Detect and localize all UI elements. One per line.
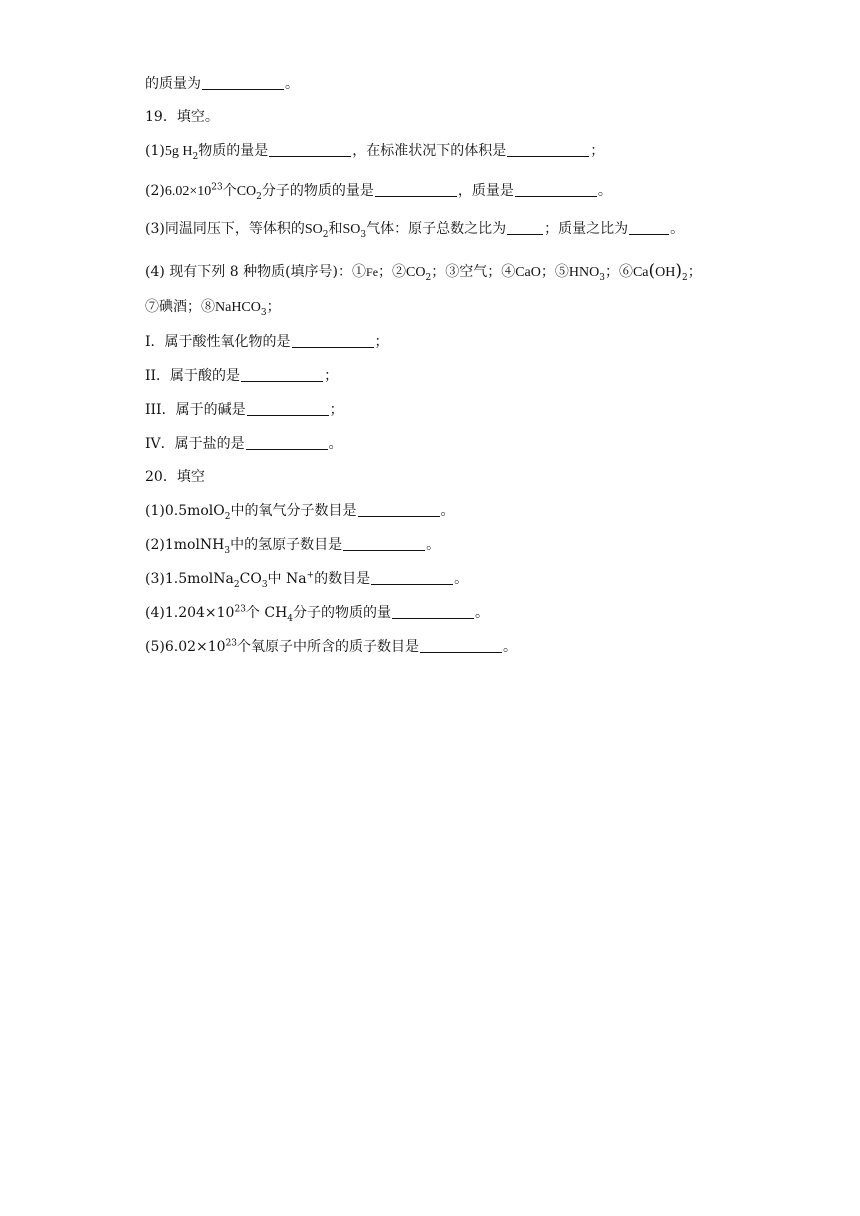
answer-blank[interactable] [358, 502, 440, 517]
question-20-part-5: $(5)6.02\times 10^{23}$个氧原子中所含的质子数目是 。 [145, 638, 518, 655]
continuation-line: 的质量为 。 [145, 76, 299, 92]
question-19-item-iv: IV．属于盐的是 。 [145, 436, 343, 452]
answer-blank[interactable] [202, 75, 284, 90]
text: 的质量为 [145, 76, 201, 92]
answer-blank[interactable] [375, 182, 457, 197]
question-19-item-i: I．属于酸性氧化物的是 ； [145, 334, 389, 350]
question-20-heading: 20．填空 [145, 469, 205, 485]
question-20-part-2: (2)1molNH$_3$中的氢原子数目是 。 [145, 537, 441, 556]
answer-blank[interactable] [292, 333, 374, 348]
answer-blank[interactable] [246, 435, 328, 450]
answer-blank[interactable] [515, 182, 597, 197]
answer-blank[interactable] [629, 220, 669, 235]
question-20-part-4: $(4)1.204\times 10^{23}$个 $CH_4$分子的物质的量 。 [145, 604, 490, 624]
answer-blank[interactable] [343, 536, 425, 551]
question-19-item-ii: II．属于酸的是 ； [145, 368, 339, 384]
answer-blank[interactable] [269, 142, 351, 157]
question-19-part-3: (3)同温同压下，等体积的$SO_2$和$SO_3$气体：原子总数之比为 ；质量之比为 。 [145, 221, 685, 240]
question-19-part-1: (1)5g $H_2$物质的量是 ，在标准状况下的体积是 ； [145, 143, 605, 162]
question-19-part-4-cont: ⑦碘酒；⑧NaHCO$_3$； [145, 299, 281, 318]
question-19-item-iii: III．属于的碱是 ； [145, 402, 344, 418]
answer-blank[interactable] [507, 142, 589, 157]
question-20-part-1: (1)0.5molO$_2$中的氧气分子数目是 。 [145, 503, 455, 522]
answer-blank[interactable] [507, 220, 543, 235]
question-19-heading: 19．填空。 [145, 109, 219, 125]
answer-blank[interactable] [371, 570, 453, 585]
question-20-part-3: $(3)1.5molNa_2CO_3$中 Na+的数目是 。 [145, 570, 469, 590]
answer-blank[interactable] [247, 401, 329, 416]
answer-blank[interactable] [420, 638, 502, 653]
answer-blank[interactable] [392, 604, 474, 619]
question-19-part-4: (4) 现有下列 8 种物质(填序号)：①Fe；$②CO_2$；③空气；④CaO；$⑤HNO_3$；$⑥Ca(OH)_2$； [145, 261, 702, 283]
answer-blank[interactable] [241, 367, 323, 382]
question-19-part-2: $(2)6.02\times 10^{23}$个$CO_2$分子的物质的量是 ，质量是 。 [145, 182, 612, 202]
